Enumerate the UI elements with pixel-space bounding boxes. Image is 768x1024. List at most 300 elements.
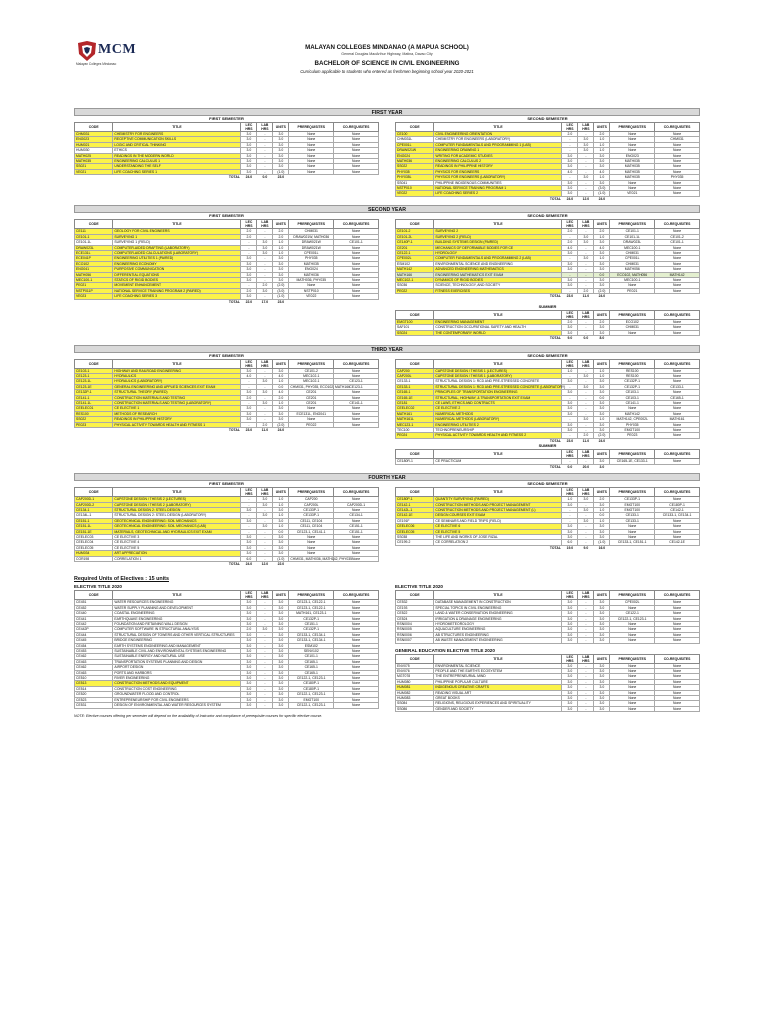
course-code: CE524 [396,616,434,621]
semester-block [74,481,379,566]
lec-hrs: 3.0 [241,417,257,422]
lab-hrs: 3.0 [257,401,273,406]
lab-hrs: - [257,665,273,670]
column-header-lab: LAB HRS [578,310,594,319]
year-title: THIRD YEAR [74,345,700,353]
lab-hrs: - [257,277,273,282]
prerequisites: None [610,685,655,690]
course-code: CAP200 [396,368,434,373]
prerequisites: None [610,679,655,684]
lec-hrs: 3.0 [562,679,578,684]
lec-hrs: 3.0 [562,277,578,282]
units: 3.0 [273,267,289,272]
units: 4.0 [594,169,610,174]
course-title: COMPUTER-AIDED DRAFTING (LABORATORY) [113,245,241,250]
course-table [395,449,700,469]
course-title: STRUCTURAL, HIGHWAY, & TRANSPORTATION EXIT EXAM [434,395,562,400]
course-title: DESIGN COURSES EXIT EXAM [434,513,562,518]
prerequisites: None [289,153,334,158]
prerequisites: CE201 [289,401,334,406]
column-header-lab: LAB HRS [578,123,594,132]
course-code: SS021 [75,164,113,169]
course-table [395,219,700,298]
course-title: THE ENTREPRENEURIAL MIND [434,674,562,679]
prerequisites: CE165-1 [289,659,334,664]
course-title: ENGINEERING MATHEMATICS EXIT EXAM [434,272,562,277]
lab-hrs: - [257,632,273,637]
logo-subtext: Malayan Colleges Mindanao [76,62,117,66]
units: 3.0 [594,685,610,690]
lab-hrs: - [257,229,273,234]
lec-hrs: - [562,513,578,518]
lec-hrs: 3.0 [241,654,257,659]
prerequisites: CE133P-1 [610,497,655,502]
lab-hrs: - [257,169,273,174]
course-code: CE510 [75,676,113,681]
units: 1.0 [594,507,610,512]
units: 3.0 [594,616,610,621]
units: 3.0 [273,681,289,686]
corequisites: None [655,632,700,637]
corequisites: CAP200D-1 [334,502,379,507]
units: 3.0 [594,701,610,706]
course-title: SUSTAINABLE ENERGY AND NATURAL USE [113,654,241,659]
prerequisites: NSTP010 [289,288,334,293]
total-lab: 11.0 [261,428,269,433]
course-code: MATH161 [396,411,434,416]
units: 3.0 [273,605,289,610]
prerequisites: CE122-1, CE123-1 [289,676,334,681]
course-title: CAPSTONE DESIGN / THESIS 2 (LABORATORY) [113,502,241,507]
course-title: CONSTRUCTION METHODS AND EQUIPMENT [113,681,241,686]
corequisites: None [334,234,379,239]
units: 1.0 [594,417,610,422]
units: 3.0 [594,384,610,389]
corequisites: CE123-1 [334,384,379,389]
prerequisites: MEC100-1 [610,245,655,250]
total-units: 23.0 [277,175,285,180]
units: 3.0 [594,159,610,164]
lec-hrs: 3.0 [562,611,578,616]
prerequisites: MATH035 [610,159,655,164]
corequisites: None [655,622,700,627]
course-code: CE463 [75,670,113,675]
units: 3.0 [273,692,289,697]
course-title: CIVIL ENGINEERING ORIENTATION [434,132,562,137]
corequisites: None [334,153,379,158]
course-table [395,122,700,201]
lec-hrs: 2.0 [562,240,578,245]
total-lec: 23.0 [566,294,574,299]
prerequisites: PE023 [610,433,655,438]
lab-hrs: - [257,148,273,153]
units: 2.0 [594,497,610,502]
total-lec: 24.0 [245,175,253,180]
units: 1.0 [273,250,289,255]
course-code: ENG041 [75,267,113,272]
lec-hrs: 3.0 [562,283,578,288]
course-code: SS084 [396,701,434,706]
corequisites: None [655,390,700,395]
course-code: CE462 [75,665,113,670]
course-title: AIRPORT DESIGN [113,665,241,670]
lec-hrs: 3.0 [562,701,578,706]
course-code: CE520 [75,692,113,697]
prerequisites: None [610,186,655,191]
lec-hrs: 3.0 [241,600,257,605]
total-label: TOTAL [549,294,561,299]
prerequisites: CAP200L [289,502,334,507]
corequisites: None [334,250,379,255]
corequisites: None [655,534,700,539]
units: 1.0 [273,401,289,406]
lab-hrs: - [578,513,594,518]
prerequisites: RES100 [610,374,655,379]
lec-hrs: 3.0 [241,368,257,373]
prerequisites: None [610,529,655,534]
prerequisites: MATH142 [610,411,655,416]
lec-hrs: 3.0 [241,670,257,675]
prerequisites: CE111, CE104 [289,524,334,529]
prerequisites: PHY035 [289,256,334,261]
course-code: ECO102 [75,261,113,266]
column-header-lec: LEC HRS [562,450,578,459]
course-code: CE122-1 [396,250,434,255]
total-row [75,299,379,304]
prerequisites: None [289,148,334,153]
course-code: CE101-2L [396,234,434,239]
units: 3.0 [273,411,289,416]
column-header-lec: LEC HRS [562,654,578,663]
lab-hrs: 3.0 [578,507,594,512]
lec-hrs: 3.0 [241,159,257,164]
column-header-code: CODE [75,123,113,132]
lab-hrs: 3.0 [257,288,273,293]
corequisites: None [655,679,700,684]
corequisites: None [655,518,700,523]
corequisites: None [334,169,379,174]
lab-hrs: - [257,384,273,389]
units: (2.0) [594,433,610,438]
corequisites: None [334,659,379,664]
lab-hrs: - [578,674,594,679]
prerequisites: CE123-1, CE141-1 [289,529,334,534]
semester-title: SECOND SEMESTER [527,116,568,121]
course-code: MEC102-1 [396,277,434,282]
lec-hrs: 2.0 [241,229,257,234]
course-code: MATH142 [396,267,434,272]
lab-hrs: 3.0 [578,137,594,142]
corequisites: None [655,267,700,272]
corequisites: CE180P-1 [655,502,700,507]
course-code: PE024 [396,433,434,438]
prerequisites: None [610,696,655,701]
units: 3.0 [273,551,289,556]
course-code: CHM031 [75,132,113,137]
column-header-units: UNITS [273,591,289,600]
course-title: STRUCTURAL THEORY (PAIRED) [113,390,241,395]
lab-hrs: - [578,229,594,234]
units: 3.0 [594,267,610,272]
total-lab: 20.0 [582,464,590,469]
prerequisites: CPE001L [289,250,334,255]
column-header-prereq: PREREQUISITES [610,310,655,319]
course-title: LOGIC AND CRITICAL THINKING [113,142,241,147]
electives-left [74,582,379,712]
school-name: MALAYAN COLLEGES MINDANAO (A MAPUA SCHOOL) [305,44,469,51]
column-header-title: TITLE [434,654,562,663]
lec-hrs: 3.0 [562,401,578,406]
course-code: CE123-1 [75,374,113,379]
corequisites: None [655,605,700,610]
units: 3.0 [273,654,289,659]
column-header-prereq: PREREQUISITES [610,488,655,497]
lec-hrs: 3.0 [241,137,257,142]
year-sections [74,108,700,570]
corequisites: None [655,433,700,438]
lab-hrs: 3.0 [578,384,594,389]
corequisites: None [334,267,379,272]
lec-hrs: 6.0 [562,540,578,545]
course-code: CHM031L [396,137,434,142]
semester-block [74,353,379,444]
lec-hrs: 3.0 [241,605,257,610]
lec-hrs: - [562,142,578,147]
lec-hrs: 3.0 [562,616,578,621]
lec-hrs: 4.0 [562,169,578,174]
units: 3.0 [594,422,610,427]
lec-hrs: 3.0 [562,632,578,637]
prerequisites: CHM031, PHY035, ECO102, MATH166 [290,384,351,389]
course-row [396,638,700,643]
units: 0.0 [594,272,610,277]
lab-hrs: - [578,502,594,507]
units: 3.0 [273,670,289,675]
lab-hrs: - [257,545,273,550]
prerequisites: ESM102 [289,643,334,648]
units: 1.0 [273,379,289,384]
lec-hrs: 3.0 [241,390,257,395]
prerequisites: None [610,283,655,288]
course-code: SS038 [396,534,434,539]
lab-hrs: - [578,330,594,335]
course-title: ENTREPRENEURSHIP FOR CIVIL ENGINEERS [113,697,241,702]
course-code: NSTP010 [396,186,434,191]
lec-hrs: 3.0 [562,379,578,384]
prerequisites: None [610,706,655,711]
logo-text: MCM [98,42,137,57]
course-title: GENERAL ENGINEERING AND APPLIED SCIENCES EXIT EXAM [113,384,241,389]
course-title: CONSTRUCTION OCCUPATIONAL SAFETY AND HEALTH [434,325,562,330]
course-code: RSN0004 [396,622,434,627]
corequisites: None [655,685,700,690]
units: 3.0 [273,368,289,373]
course-code: SS022 [75,417,113,422]
prerequisites: MATH035 [289,261,334,266]
semester-block [395,213,700,304]
corequisites: None [655,250,700,255]
lab-hrs: - [578,186,594,191]
document-header [74,36,700,108]
lec-hrs: - [562,384,578,389]
units: 3.0 [594,638,610,643]
column-header-title: TITLE [434,310,562,319]
lab-hrs: - [257,132,273,137]
units: 2.0 [594,132,610,137]
degree-title: BACHELOR OF SCIENCE IN CIVIL ENGINEERING [314,60,460,67]
lab-hrs: - [578,632,594,637]
column-header-code: CODE [396,310,434,319]
course-table [395,310,700,341]
lec-hrs: 2.0 [562,319,578,324]
lec-hrs: - [562,417,578,422]
units: 3.0 [594,690,610,695]
corequisites: None [334,686,379,691]
course-title: SURVEYING 2 [434,229,562,234]
lec-hrs: 3.0 [241,616,257,621]
units: 1.0 [273,524,289,529]
course-code: CE454 [75,643,113,648]
total-label: TOTAL [228,428,240,433]
lab-hrs: 3.0 [257,502,273,507]
lec-hrs: 3.0 [562,186,578,191]
course-title: PHYSICS FOR ENGINEERS [434,169,562,174]
course-code: SS022 [396,164,434,169]
lab-hrs: - [257,417,273,422]
prerequisites: None [610,148,655,153]
course-title: WATER RESOURCES ENGINEERING [113,600,241,605]
school-address: General Douglas MacArthur Highway, Matina, Davao City [341,52,433,56]
units: 1.0 [594,368,610,373]
units: 3.0 [273,627,289,632]
lec-hrs: 2.0 [562,229,578,234]
course-code: CE523 [75,697,113,702]
course-title: READINGS IN PHILIPPINE HISTORY [113,417,241,422]
lab-hrs: 3.0 [578,374,594,379]
units: 1.0 [273,497,289,502]
prerequisites: None [289,164,334,169]
total-lec: 22.0 [245,299,253,304]
corequisites: None [334,649,379,654]
lec-hrs: 3.0 [241,659,257,664]
course-code: CE531 [75,703,113,708]
course-title: PHYSICS FOR ENGINEERS (LABORATORY) [434,175,562,180]
units: 0.0 [273,529,289,534]
course-title: SPECIAL TOPICS IN CIVIL ENGINEERING [434,605,562,610]
lec-hrs: 3.0 [241,132,257,137]
lab-hrs: - [578,180,594,185]
total-label: TOTAL [228,299,240,304]
course-code: MEC123-1 [396,422,434,427]
course-code: MATH025 [75,153,113,158]
lab-hrs: 3.0 [578,518,594,523]
total-lec: 19.0 [566,545,574,550]
lec-hrs: 3.0 [562,502,578,507]
prerequisites: MATH035 [610,175,655,180]
column-header-lab: LAB HRS [257,488,273,497]
course-code: ENV076 [396,669,434,674]
course-title: CAPSTONE DESIGN / THESIS 1 (LABORATORY) [434,374,562,379]
year-section [74,205,700,344]
course-code: CE165-1 [396,390,434,395]
lec-hrs: 2.0 [562,132,578,137]
lec-hrs: - [241,502,257,507]
lec-hrs: 3.0 [562,690,578,695]
units: 3.0 [594,180,610,185]
course-title: CONSTRUCTION METHODS AND PROJECT MANAGEMENT (L) [434,507,562,512]
course-title: AB STRUCTURES ENGINEERING [434,632,562,637]
units: 2.0 [273,234,289,239]
course-title: CE CORRELATION 2 [434,540,562,545]
course-code: CE513 [75,681,113,686]
units: 3.0 [594,611,610,616]
corequisites: None [655,245,700,250]
course-code: CE141-1 [75,395,113,400]
semester-title: SUMMER [538,443,557,449]
corequisites: None [655,288,700,293]
corequisites: CE101-1 [655,240,700,245]
prerequisites: CE122-1, CE123-1 [610,616,655,621]
total-units: 23.0 [277,299,285,304]
summer-block [395,443,700,469]
semester-block [395,353,700,444]
units: 3.0 [594,240,610,245]
corequisites: None [334,703,379,708]
course-title: AB WASTE MANAGEMENT ENGINEERING [434,638,562,643]
corequisites: None [655,261,700,266]
corequisites: None [334,272,379,277]
units: (2.0) [273,283,289,288]
course-table [395,487,700,550]
units: 3.0 [273,272,289,277]
units: 1.0 [273,502,289,507]
units: 3.0 [273,686,289,691]
course-code: CE452 [75,605,113,610]
lab-hrs: - [257,643,273,648]
lab-hrs: - [578,245,594,250]
units: 3.0 [594,502,610,507]
lec-hrs: 3.0 [241,643,257,648]
course-title: SURVEYING 1 (FIELD) [113,240,241,245]
lec-hrs: 3.0 [241,148,257,153]
course-title: ENGINEERING ECONOMY [113,261,241,266]
corequisites: None [334,497,379,502]
units: (1.0) [273,169,289,174]
course-code: RSN0005 [396,627,434,632]
column-header-title: TITLE [434,488,562,497]
course-title: NUMERICAL METHODS [434,411,562,416]
column-header-code: CODE [396,591,434,600]
lec-hrs: - [562,374,578,379]
prerequisites: CE133-1 [610,518,655,523]
units: 3.0 [273,148,289,153]
lec-hrs: 3.0 [241,169,257,174]
total-lab: 12.0 [261,561,269,566]
prerequisites: CE180P-1 [289,686,334,691]
corequisites: None [655,638,700,643]
corequisites: CE151-1 [334,524,379,529]
units: 2.0 [273,395,289,400]
course-title: ENGINEERING MANAGEMENT [434,319,562,324]
lab-hrs: - [257,692,273,697]
course-table [395,590,700,643]
prerequisites: None [289,142,334,147]
units: 3.0 [273,659,289,664]
corequisites: None [655,706,700,711]
column-header-title: TITLE [113,591,241,600]
lab-hrs: - [257,137,273,142]
course-code: CEELEC02 [396,406,434,411]
